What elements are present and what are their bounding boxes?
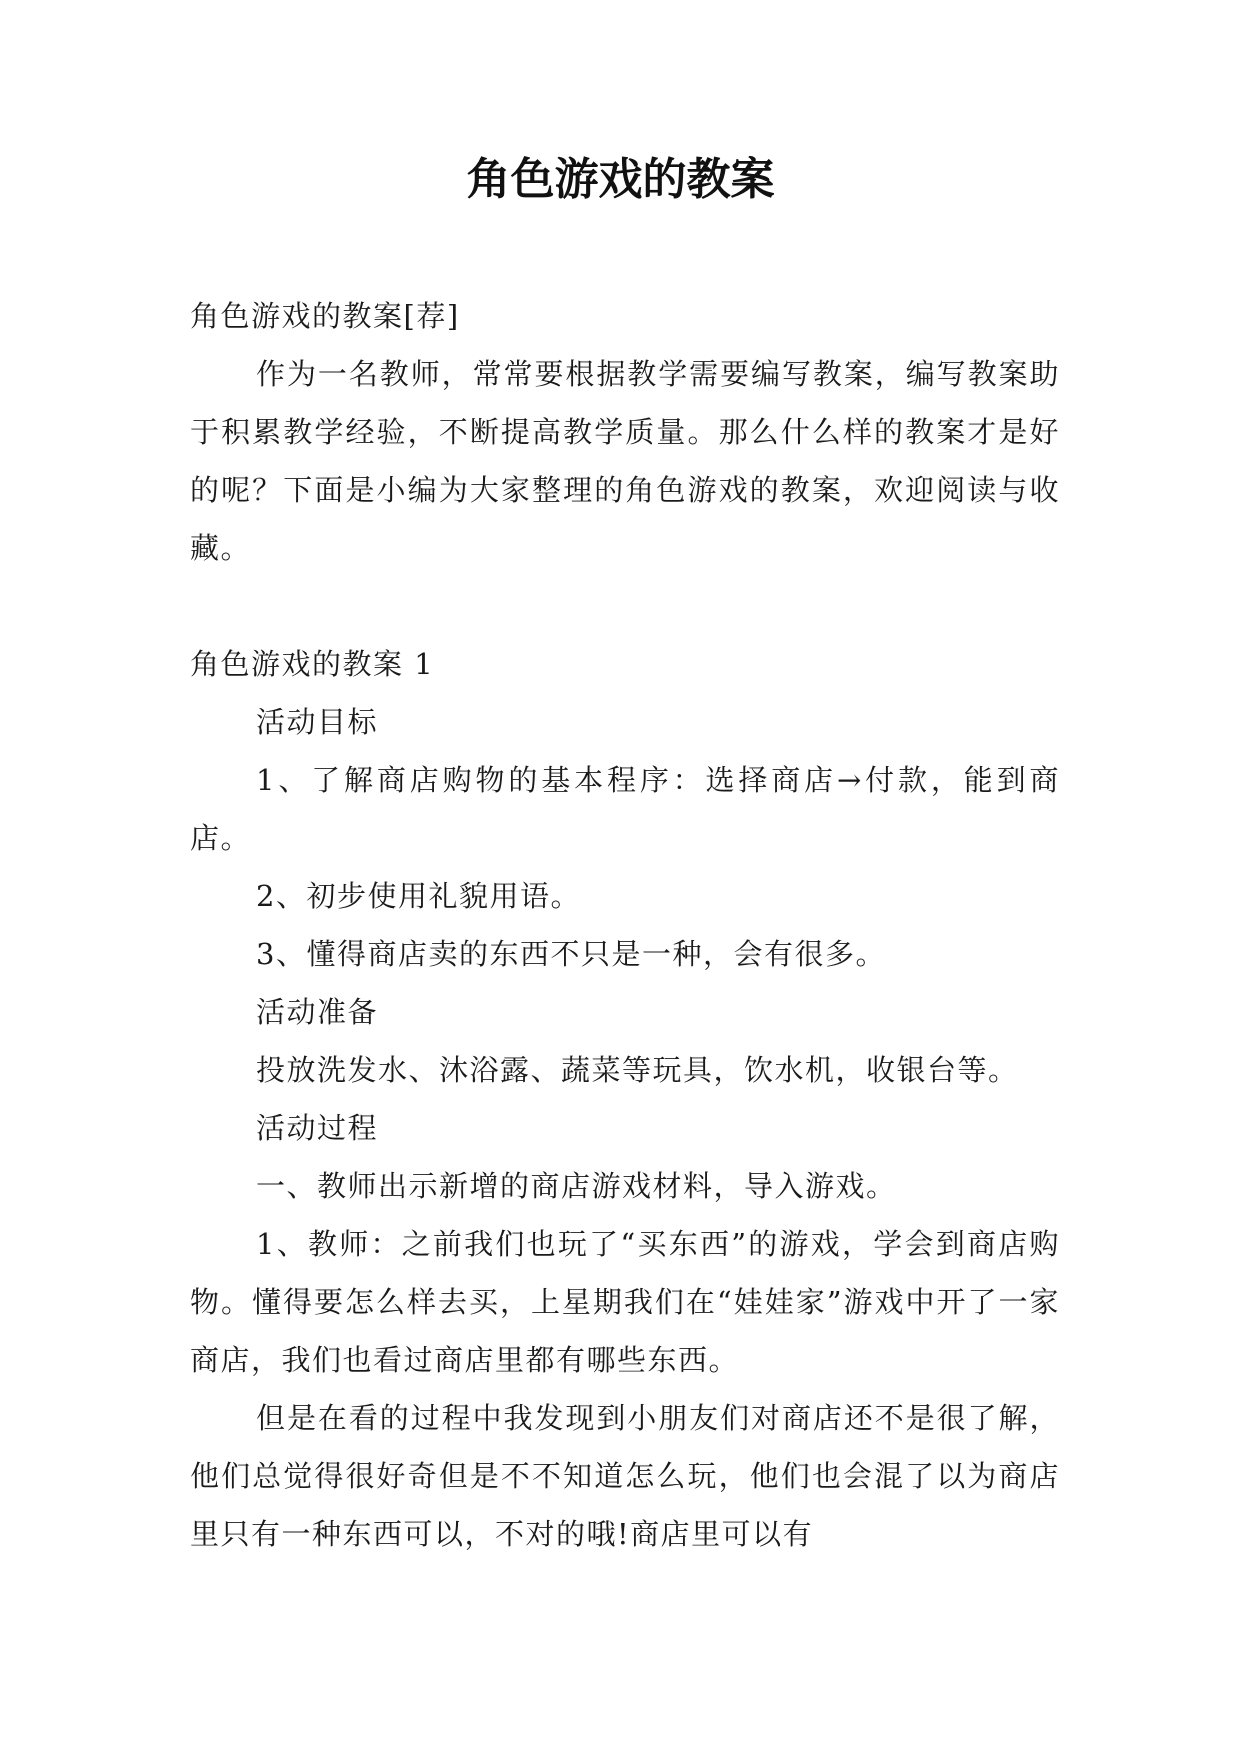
section-heading: 角色游戏的教案 1 <box>190 647 435 681</box>
goal-item-2: 2、初步使用礼貌用语。 <box>256 879 581 913</box>
goal-heading: 活动目标 <box>256 705 379 739</box>
prep-text: 投放洗发水、沐浴露、蔬菜等玩具，饮水机，收银台等。 <box>256 1053 1019 1087</box>
process-step-1-1: 1、教师：之前我们也玩了“买东西”的游戏，学会到商店购物。懂得要怎么样去买，上星期我们在“娃娃家”游戏中开了一家商店，我们也看过商店里都有哪些东西。 <box>190 1227 1060 1377</box>
process-step-1: 一、教师出示新增的商店游戏材料，导入游戏。 <box>256 1169 897 1203</box>
prep-heading: 活动准备 <box>256 995 379 1029</box>
intro-heading: 角色游戏的教案[荐] <box>190 299 460 333</box>
goal-item-3: 3、懂得商店卖的东西不只是一种，会有很多。 <box>256 937 886 971</box>
document-title: 角色游戏的教案 <box>466 154 775 205</box>
document-body <box>190 287 1060 1563</box>
process-step-1-2: 但是在看的过程中我发现到小朋友们对商店还不是很了解，他们总觉得很好奇但是不不知道怎么玩，他们也会混了以为商店里只有一种东西可以，不对的哦!商店里可以有 <box>190 1401 1060 1551</box>
process-heading: 活动过程 <box>256 1111 379 1145</box>
intro-paragraph: 作为一名教师，常常要根据教学需要编写教案，编写教案助于积累教学经验，不断提高教学质量。那么什么样的教案才是好的呢？下面是小编为大家整理的角色游戏的教案，欢迎阅读与收藏。 <box>190 357 1060 565</box>
goal-item-1: 1、了解商店购物的基本程序：选择商店→付款，能到商店。 <box>190 763 1060 855</box>
